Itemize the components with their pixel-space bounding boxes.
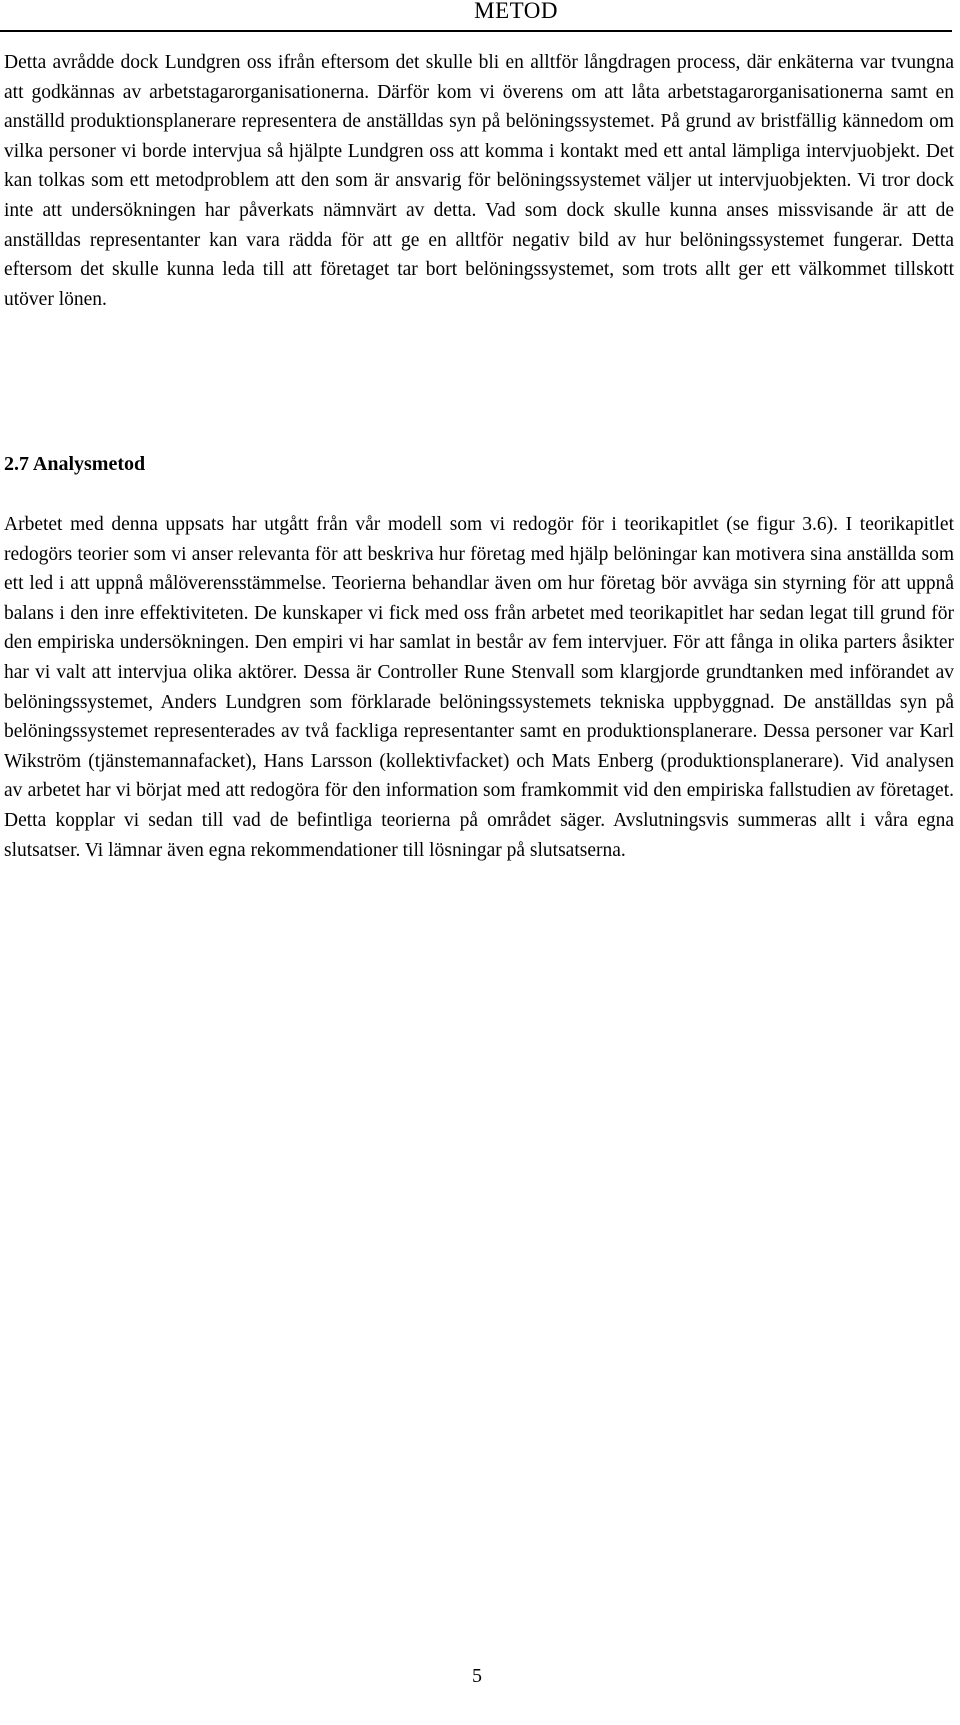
header-title: METOD [474, 0, 558, 23]
section-heading: 2.7 Analysmetod [4, 453, 146, 475]
page-header [0, 0, 952, 32]
page-number: 5 [472, 1665, 482, 1687]
body-paragraph-2: Arbetet med denna uppsats har utgått från vår modell som vi redogör för i teorikapitlet (se figur 3.6). I teorikapitlet redogörs teorier som vi anser relevanta för att beskriva hur företag med hjälp belöningar kan motivera sina anställda som ett led i att uppnå målöverensstämmelse. Teorierna behandlar även om hur företag bör avväga sin styrning för att uppnå balans i den inre effektiviteten. De kunskaper vi fick med oss från arbetet med teorikapitlet har sedan legat till grund för den empiriska undersökningen. Den empiri vi har samlat in består av fem intervjuer. För att fånga in olika parters åsikter har vi valt att intervjua olika aktörer. Dessa är Controller Rune Stenvall som klargjorde grundtanken med införandet av belöningssystemet, Anders Lundgren som förklarade belöningssystemets tekniska uppbyggnad. De anställdas syn på belöningssystemet representerades av två fackliga representanter samt en produktionsplanerare. Dessa personer var Karl Wikström (tjänstemannafacket), Hans Larsson (kollektivfacket) och Mats Enberg (produktionsplanerare). Vid analysen av arbetet har vi börjat med att redogöra för den information som framkommit vid den empiriska fallstudien av företaget. Detta kopplar vi sedan till vad de befintliga teorierna på området säger. Avslutningsvis summeras allt i våra egna slutsatser. Vi lämnar även egna rekommendationer till lösningar på slutsatserna. [4, 514, 954, 861]
body-paragraph-1: Detta avrådde dock Lundgren oss ifrån eftersom det skulle bli en alltför långdragen process, där enkäterna var tvungna att godkännas av arbetstagarorganisationerna. Därför kom vi överens om att låta arbetstagarorganisationerna samt en anställd produktionsplanerare representera de anställdas syn på belöningssystemet. På grund av bristfällig kännedom om vilka personer vi borde intervjua så hjälpte Lundgren oss att komma i kontakt med ett antal lämpliga intervjuobjekt. Det kan tolkas som ett metodproblem att den som är ansvarig för belöningssystemet väljer ut intervjuobjekten. Vi tror dock inte att undersökningen har påverkats nämnvärt av detta. Vad som dock skulle kunna anses missvisande är att de anställdas representanter kan vara rädda för att ge en alltför negativ bild av hur belöningssystemet fungerar. Detta eftersom det skulle kunna leda till att företaget tar bort belöningssystemet, som trots allt ger ett välkommet tillskott utöver lönen. [4, 52, 954, 310]
